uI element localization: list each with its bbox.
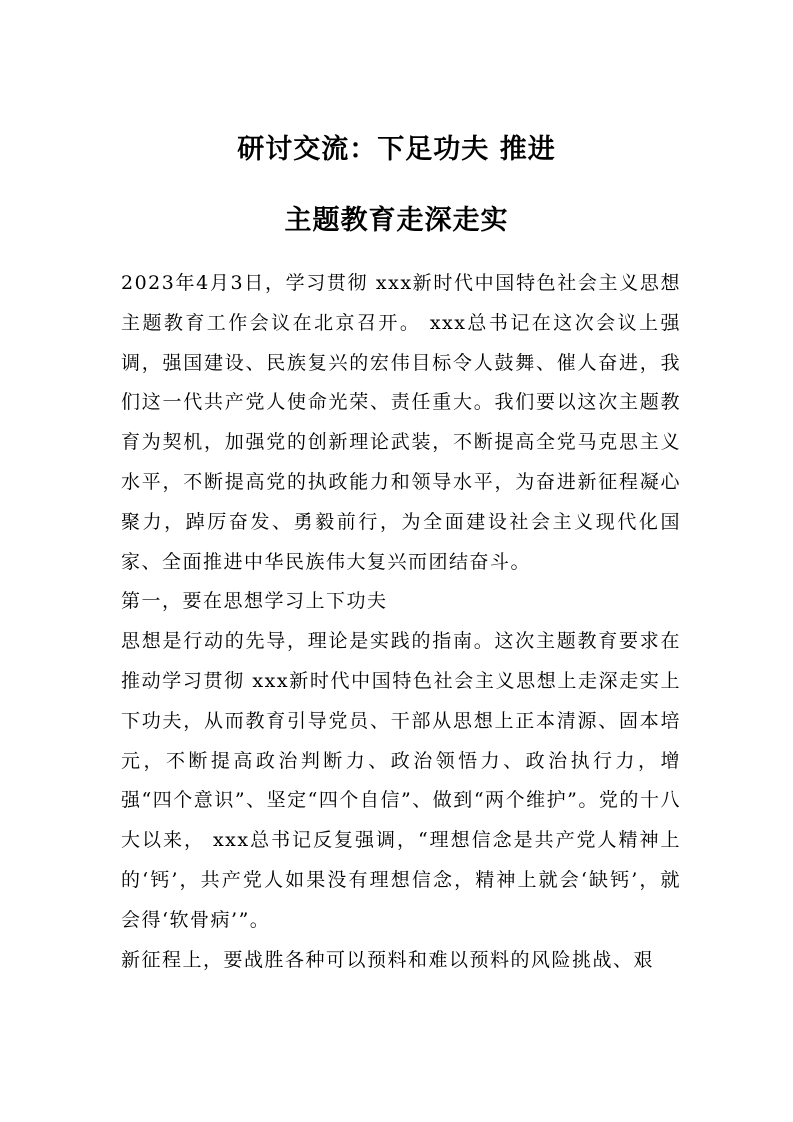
paragraph-continued: 新征程上，要战胜各种可以预料和难以预料的风险挑战、艰 (121, 948, 655, 971)
paragraph-section-1: 思想是行动的先导，理论是实践的指南。这次主题教育要求在推动学习贯彻 xxx新时代中国特色社会主义思想上走深走实上下功夫，从而教育引导党员、干部从思想上正本清源、固本培元，不断提高政治判断力、政治领悟力、政治执行力，增强“四个意识”、坚定“四个自信”、做到“两个维护”。党的十八大以来， xxx总书记反复强调，“理想信念是共产党人精神上的‘钙’，共产党人如果没有理想信念，精神上就会‘缺钙’，就会得‘软骨病’”。 (121, 630, 681, 931)
section-heading-1: 第一，要在思想学习上下功夫 (121, 590, 388, 613)
document-title-line-2: 主题教育走深走实 (284, 205, 509, 236)
document-body (121, 264, 681, 980)
paragraph-intro: 2023年4月3日，学习贯彻 xxx新时代中国特色社会主义思想主题教育工作会议在北京召开。 xxx总书记在这次会议上强调，强国建设、民族复兴的宏伟目标令人鼓舞、催人奋进，我们这一代共产党人使命光荣、责任重大。我们要以这次主题教育为契机，加强党的创新理论武装，不断提高全党马克思主义水平，不断提高党的执政能力和领导水平，为奋进新征程凝心聚力，踔厉奋发、勇毅前行，为全面建设社会主义现代化国家、全面推进中华民族伟大复兴而团结奋斗。 (121, 272, 681, 573)
document-title-line-1: 研讨交流：下足功夫 推进 (237, 134, 556, 165)
